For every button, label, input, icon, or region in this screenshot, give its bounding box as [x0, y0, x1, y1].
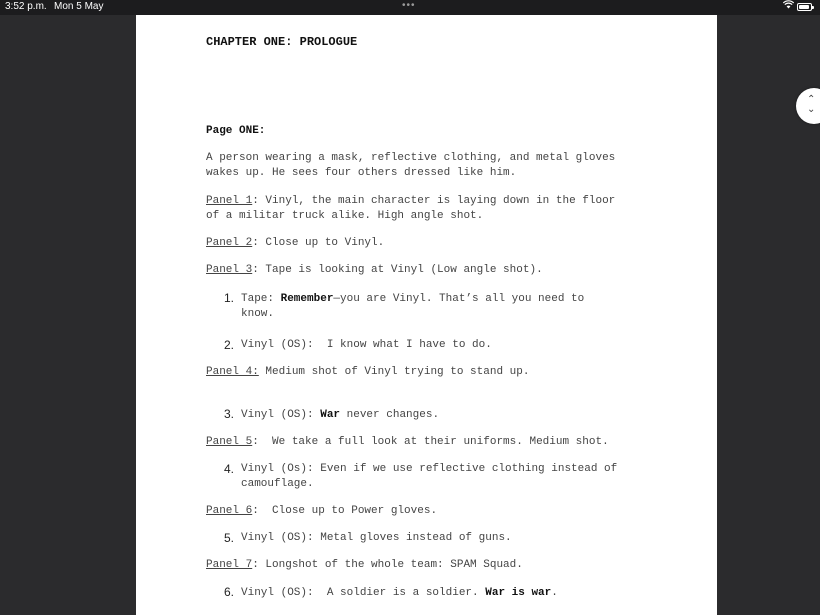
panel-1-text: : Vinyl, the main character is laying down in the floor	[252, 195, 616, 207]
chevron-down-icon: ⌄	[807, 104, 816, 115]
item-2-number: 2.	[224, 338, 235, 352]
panel-2-line	[206, 236, 384, 251]
item-3-speaker: Vinyl (OS):	[241, 409, 321, 421]
panel-7-text: : Longshot of the whole team: SPAM Squad.	[252, 559, 523, 571]
panel-3-label: Panel 3	[206, 264, 253, 276]
panel-4-label: Panel 4:	[206, 366, 259, 378]
item-3-text: never changes.	[340, 409, 440, 421]
chevron-up-icon: ⌃	[807, 94, 816, 105]
item-6-bold: War is war	[485, 587, 552, 599]
item-6-speaker: Vinyl (OS): A soldier is a soldier.	[241, 587, 486, 599]
panel-5-label: Panel 5	[206, 436, 253, 448]
item-1-speaker: Tape:	[241, 293, 281, 305]
chapter-title: CHAPTER ONE: PROLOGUE	[206, 35, 358, 49]
panel-7-line	[206, 558, 523, 573]
item-3-number: 3.	[224, 407, 235, 421]
panel-6-line	[206, 504, 437, 519]
panel-7-label: Panel 7	[206, 559, 253, 571]
intro-line-2: wakes up. He sees four others dressed like him.	[206, 167, 517, 179]
item-1-bold: Remember	[280, 293, 334, 305]
panel-4-text: Medium shot of Vinyl trying to stand up.	[258, 366, 530, 378]
battery-icon	[797, 3, 812, 11]
panel-3-text: : Tape is looking at Vinyl (Low angle shot).	[252, 264, 543, 276]
item-4-text-2: camouflage.	[241, 478, 314, 490]
page-heading: Page ONE:	[206, 125, 266, 137]
page-scroll-button[interactable]	[796, 88, 820, 124]
item-4-number: 4.	[224, 462, 235, 476]
panel-6-text: : Close up to Power gloves.	[252, 505, 438, 517]
status-date: Mon 5 May	[54, 1, 104, 12]
status-time: 3:52 p.m.	[5, 1, 47, 12]
item-3-bold: War	[320, 409, 341, 421]
document-page	[136, 15, 717, 615]
item-6-number: 6.	[224, 585, 235, 599]
intro-line-1: A person wearing a mask, reflective clothing, and metal gloves	[206, 152, 616, 164]
panel-6-label: Panel 6	[206, 505, 253, 517]
panel-1-text-2: of a militar truck alike. High angle shot.	[206, 210, 484, 222]
item-1-text: —you are Vinyl. That’s all you need to	[333, 293, 585, 305]
panel-5-text: : We take a full look at their uniforms. Medium shot.	[252, 436, 609, 448]
item-5-number: 5.	[224, 531, 235, 545]
item-1-number: 1.	[224, 291, 235, 305]
multitasking-dots[interactable]: •••	[402, 0, 416, 11]
status-bar	[0, 0, 820, 15]
wifi-icon	[783, 0, 794, 12]
panel-2-label: Panel 2	[206, 237, 253, 249]
item-5-text: Vinyl (OS): Metal gloves instead of guns.	[241, 532, 512, 544]
item-2-text: Vinyl (OS): I know what I have to do.	[241, 339, 492, 351]
panel-1-label: Panel 1	[206, 195, 253, 207]
panel-4-line	[206, 365, 529, 380]
panel-1-line	[206, 194, 615, 209]
panel-5-line	[206, 435, 609, 450]
item-3-line	[241, 408, 439, 423]
item-1-text-2: know.	[241, 308, 275, 320]
item-1-line	[241, 292, 584, 307]
item-6-line	[241, 586, 558, 601]
panel-2-text: : Close up to Vinyl.	[252, 237, 385, 249]
item-6-text: .	[551, 587, 558, 599]
item-4-text-1: Vinyl (Os): Even if we use reflective clothing instead of	[241, 463, 618, 475]
panel-3-line	[206, 263, 543, 278]
